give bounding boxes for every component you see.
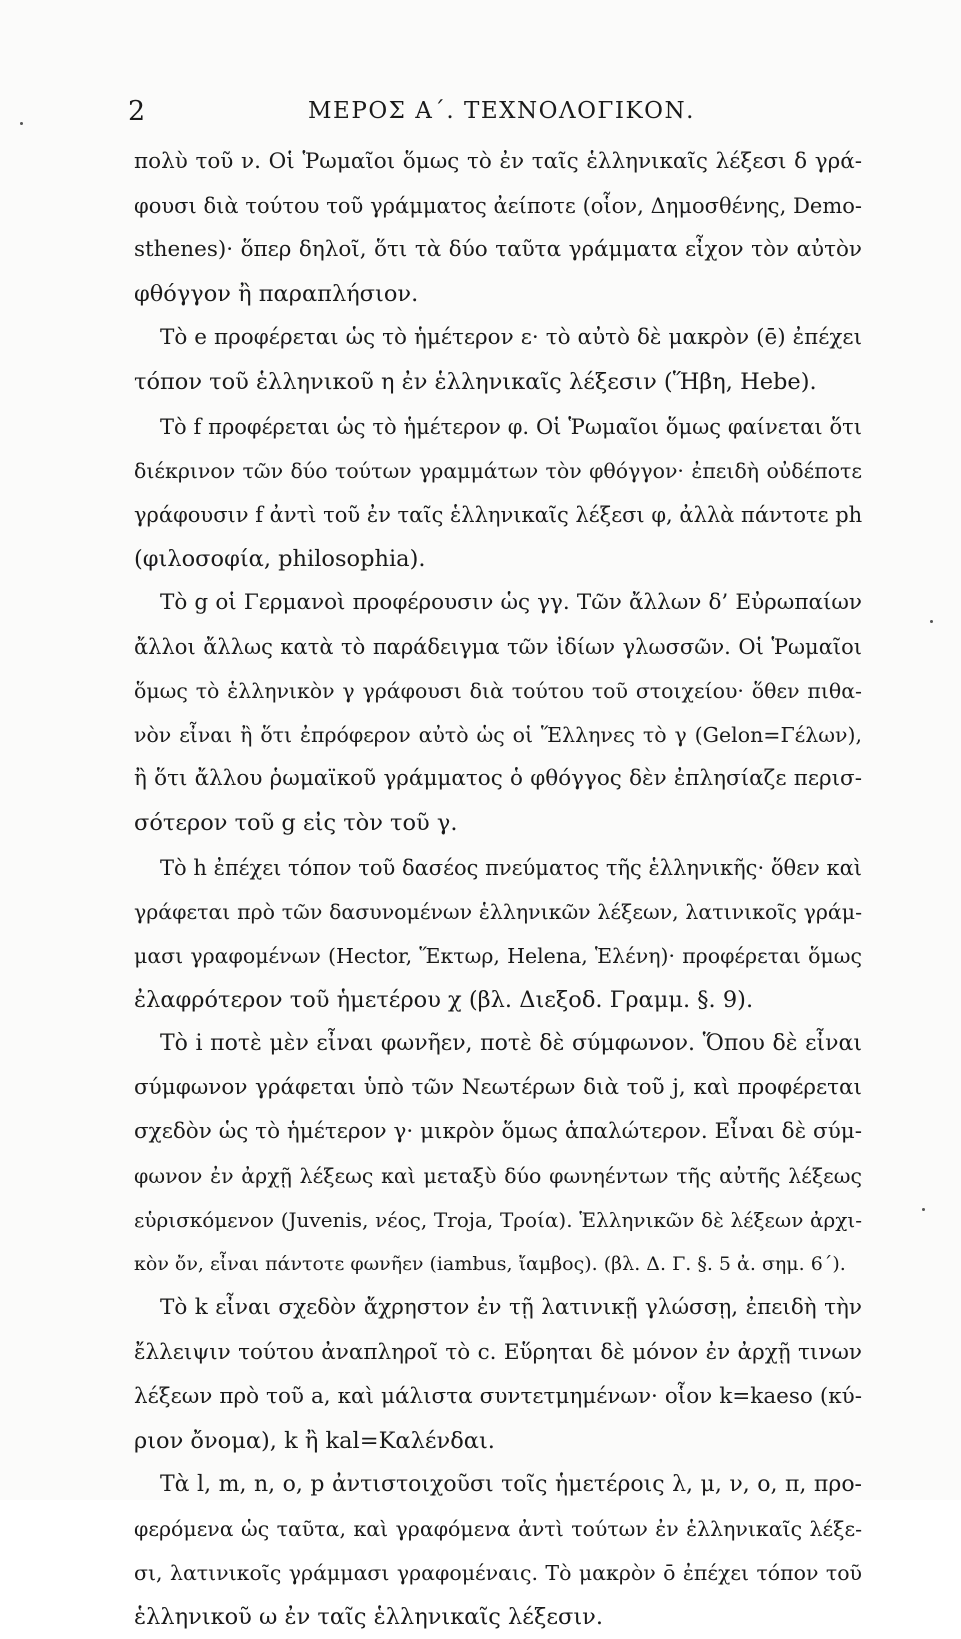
text-line: Τὸ k εἶναι σχεδὸν ἄχρηστον ἐν τῇ λατινικῇ γλώσσῃ, ἐπειδὴ τὴν: [160, 1295, 862, 1321]
text-line: φωνον ἐν ἀρχῇ λέξεως καὶ μεταξὺ δύο φωνηέντων τῆς αὐτῆς λέξεως: [134, 1164, 862, 1189]
running-head: ΜΕΡΟΣ Α΄. ΤΕΧΝΟΛΟΓΙΚΟΝ.: [308, 98, 695, 124]
text-line: τόπον τοῦ ἑλληνικοῦ η ἐν ἑλληνικαῖς λέξεσιν (Ἥβη, Hebe).: [134, 369, 817, 396]
text-line: εὑρισκόμενον (Juvenis, νέος, Troja, Τροία). Ἑλληνικῶν δὲ λέξεων ἀρχι-: [134, 1208, 862, 1233]
text-line: σύμφωνον γράφεται ὑπὸ τῶν Νεωτέρων διὰ τοῦ j, καὶ προφέρεται: [134, 1074, 862, 1100]
text-line: ἄλλοι ἄλλως κατὰ τὸ παράδειγμα τῶν ἰδίων γλωσσῶν. Οἱ Ῥωμαῖοι: [134, 635, 862, 660]
ink-speck: [922, 1208, 925, 1211]
text-line: σχεδὸν ὡς τὸ ἡμέτερον γ· μικρὸν ὅμως ἁπαλώτερον. Εἶναι δὲ σύμ-: [134, 1119, 862, 1145]
text-line: Τὸ i ποτὲ μὲν εἶναι φωνῆεν, ποτὲ δὲ σύμφωνον. Ὅπου δὲ εἶναι: [160, 1030, 862, 1056]
text-line: ριον ὄνομα), k ἢ kal=Καλένδαι.: [134, 1427, 495, 1454]
text-line: γράφουσιν f ἀντὶ τοῦ ἐν ταῖς ἑλληνικαῖς λέξεσι φ, ἀλλὰ πάντοτε ph: [134, 502, 862, 527]
page-number: 2: [128, 96, 146, 127]
page-header: [128, 96, 868, 136]
text-line: διέκρινον τῶν δύο τούτων γραμμάτων τὸν φθόγγον· ἐπειδὴ οὐδέποτε: [134, 458, 862, 483]
text-line: μασι γραφομένων (Hector, Ἕκτωρ, Helena, Ἑλένη)· προφέρεται ὅμως: [134, 943, 862, 968]
text-line: ἢ ὅτι ἄλλου ῥωμαϊκοῦ γράμματος ὁ φθόγγος δὲν ἐπλησίαζε περισ-: [134, 766, 862, 792]
text-line: γράφεται πρὸ τῶν δασυνομένων ἑλληνικῶν λέξεων, λατινικοῖς γράμ-: [134, 899, 862, 924]
text-line: Τὸ h ἐπέχει τόπον τοῦ δασέος πνεύματος τῆς ἑλληνικῆς· ὅθεν καὶ: [160, 855, 862, 880]
text-line: λέξεων πρὸ τοῦ a, καὶ μάλιστα συντετμημένων· οἷον k=kaeso (κύ-: [134, 1383, 862, 1409]
text-line: Τὸ e προφέρεται ὡς τὸ ἡμέτερον ε· τὸ αὐτὸ δὲ μακρὸν (ē) ἐπέχει: [160, 325, 862, 351]
text-line: ἔλλειψιν τούτου ἀναπληροῖ τὸ c. Εὕρηται δὲ μόνον ἐν ἀρχῇ τινων: [134, 1339, 862, 1365]
text-line: νὸν εἶναι ἢ ὅτι ἐπρόφερον αὐτὸ ὡς οἱ Ἕλληνες τὸ γ (Gelon=Γέλων),: [134, 723, 862, 748]
text-line: φερόμενα ὡς ταῦτα, καὶ γραφόμενα ἀντὶ τούτων ἐν ἑλληνικαῖς λέξε-: [134, 1516, 862, 1541]
text-line: πολὺ τοῦ ν. Οἱ Ῥωμαῖοι ὅμως τὸ ἐν ταῖς ἑλληνικαῖς λέξεσι δ γρά-: [134, 149, 862, 174]
text-line: Τὸ f προφέρεται ὡς τὸ ἡμέτερον φ. Οἱ Ῥωμαῖοι ὅμως φαίνεται ὅτι: [160, 414, 862, 439]
text-line: φθόγγον ἢ παραπλήσιον.: [134, 281, 419, 308]
text-line: (φιλοσοφία, philosophia).: [134, 545, 426, 572]
text-line: ἐλαφρότερον τοῦ ἡμετέρου χ (βλ. Διεξοδ. Γραμμ. §. 9).: [134, 986, 754, 1013]
ink-speck: [20, 122, 23, 125]
text-line: Τὸ g οἱ Γερμανοὶ προφέρουσιν ὡς γγ. Τῶν ἄλλων δ’ Εὐρωπαίων: [160, 589, 862, 615]
text-line: φουσι διὰ τούτου τοῦ γράμματος ἀείποτε (οἷον, Δημοσθένης, Demo-: [134, 194, 862, 219]
text-line: σι, λατινικοῖς γράμμασι γραφομέναις. Τὸ μακρὸν ō ἐπέχει τόπον τοῦ: [134, 1561, 862, 1585]
text-line: ὅμως τὸ ἑλληνικὸν γ γράφουσι διὰ τούτου τοῦ στοιχείου· ὅθεν πιθα-: [134, 679, 862, 704]
body-text: [134, 140, 862, 1639]
text-line: κὸν ὄν, εἶναι πάντοτε φωνῆεν (iambus, ἴαμβος). (βλ. Δ. Γ. §. 5 ἀ. σημ. 6΄).: [134, 1253, 846, 1276]
text-line: ἑλληνικοῦ ω ἐν ταῖς ἑλληνικαῖς λέξεσιν.: [134, 1604, 604, 1631]
text-line: sthenes)· ὅπερ δηλοῖ, ὅτι τὰ δύο ταῦτα γράμματα εἶχον τὸν αὐτὸν: [134, 237, 862, 263]
ink-speck: [930, 620, 933, 623]
text-line: σότερον τοῦ g εἰς τὸν τοῦ γ.: [134, 810, 458, 837]
text-line: Τὰ l, m, n, o, p ἀντιστοιχοῦσι τοῖς ἡμετέροις λ, μ, ν, ο, π, προ-: [160, 1471, 862, 1497]
